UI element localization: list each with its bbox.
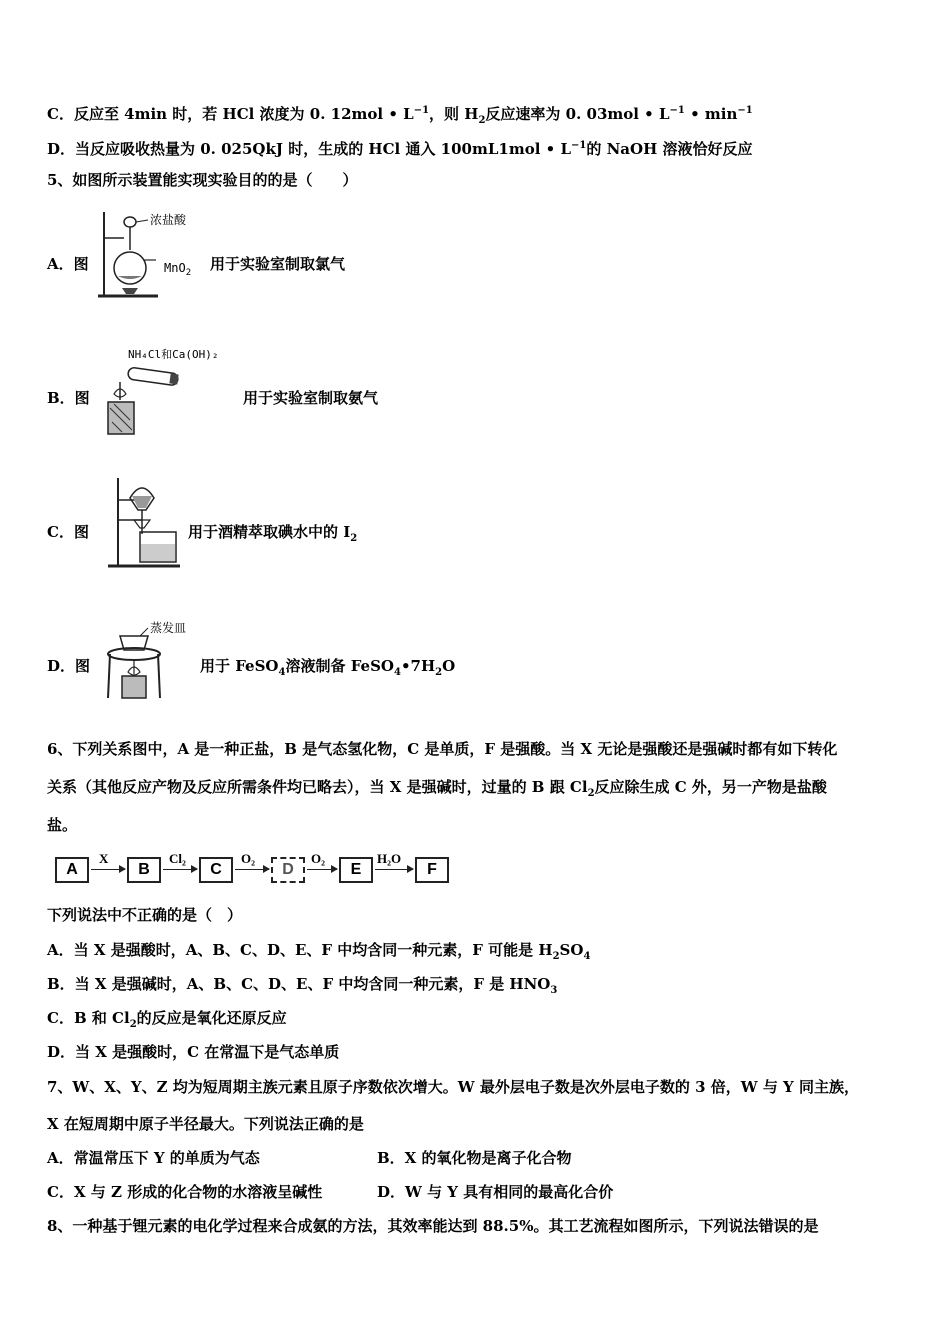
q6-option-a: A．当 X 是强酸时，A、B、C、D、E、F 中均含同一种元素，F 可能是 $H_2SO_4$ [47,941,591,962]
q4-option-c: C．反应至 4min 时，若 HCl 浓度为 0. 12mol • $L^{-1}$，则 $H_2$反应速率为 0. 03mol • $L^{-1}$ • $\min^{-1}$ [47,105,753,126]
q7-option-d: D．W 与 Y 具有相同的最高化合价 [377,1183,614,1201]
flow-arrow-3: O₂ [235,869,269,870]
dish-label: 蒸发皿 [150,621,187,635]
flow-box-d: D [271,857,305,883]
flow-arrow-5: H₂O [375,869,413,870]
extraction-apparatus-figure [100,474,184,572]
q5-option-d-label: D．图 [47,657,91,675]
q6-stem-line1: 6、下列关系图中，A 是一种正盐，B 是气态氢化物，C 是单质，F 是强酸。当 X 无论是强酸还是强碱时都有如下转化 [47,740,838,758]
chlorine-apparatus-figure [96,208,208,300]
q5-stem: 5、如图所示装置能实现实验目的的是（ ） [47,171,358,189]
q5-option-a-text: 用于实验室制取氯气 [210,255,346,273]
flow-arrow-4: O₂ [307,869,337,870]
q4-option-d: D．当反应吸收热量为 0. 025QkJ 时，生成的 HCl 通入 100mL1mol • $L^{-1}$的 NaOH 溶液恰好反应 [47,140,753,158]
mno2-label: MnO$_2$ [164,261,192,278]
q6-stem-line3: 盐。 [47,816,78,834]
q5-option-d-text: 用于 FeSO$_4$溶液制备 $FeSO_4•7H_2O$ [200,657,456,678]
q5-option-a-label: A．图 [47,255,89,273]
evaporation-apparatus-figure [100,612,200,702]
q6-stem-line2: 关系（其他反应产物及反应所需条件均已略去），当 X 是强碱时，过量的 B 跟 $Cl_2$反应除生成 C 外，另一产物是盐酸 [47,778,827,799]
q6-flow-diagram [55,853,450,887]
conc-hcl-label: 浓盐酸 [150,213,187,227]
q7-option-c: C．X 与 Z 形成的化合物的水溶液呈碱性 [47,1183,323,1201]
flow-box-f: F [415,857,449,883]
reagent-label: NH₄Cl和Ca(OH)₂ [128,348,219,361]
q5-option-b-text: 用于实验室制取氨气 [243,389,379,407]
q6-option-b: B．当 X 是强碱时，A、B、C、D、E、F 中均含同一种元素，F 是 $HNO_3$ [47,975,558,996]
flow-box-b: B [127,857,161,883]
q5-option-b-label: B．图 [47,389,90,407]
q5-option-c-text: 用于酒精萃取碘水中的 $I_2$ [188,523,358,544]
flow-arrow-1: X [91,869,125,870]
q7-option-a: A．常温常压下 Y 的单质为气态 [47,1149,260,1167]
q7-stem-line1: 7、W、X、Y、Z 均为短周期主族元素且原子序数依次增大。W 最外层电子数是次外层电子数的 3 倍，W 与 Y 同主族， [47,1078,859,1096]
q6-option-d: D．当 X 是强酸时，C 在常温下是气态单质 [47,1043,340,1061]
flow-box-c: C [199,857,233,883]
q6-option-c: C．B 和 $Cl_2$的反应是氧化还原反应 [47,1009,287,1030]
q7-stem-line2: X 在短周期中原子半径最大。下列说法正确的是 [47,1115,364,1133]
ammonia-apparatus-figure [100,342,240,438]
q8-stem: 8、一种基于锂元素的电化学过程来合成氨的方法，其效率能达到 88.5%。其工艺流程如图所示，下列说法错误的是 [47,1217,819,1235]
q5-option-c-label: C．图 [47,523,89,541]
q6-question: 下列说法中不正确的是（ ） [47,906,243,924]
q7-option-b: B．X 的氧化物是离子化合物 [377,1149,572,1167]
flow-box-e: E [339,857,373,883]
flow-arrow-2: Cl₂ [163,869,197,870]
flow-box-a: A [55,857,89,883]
